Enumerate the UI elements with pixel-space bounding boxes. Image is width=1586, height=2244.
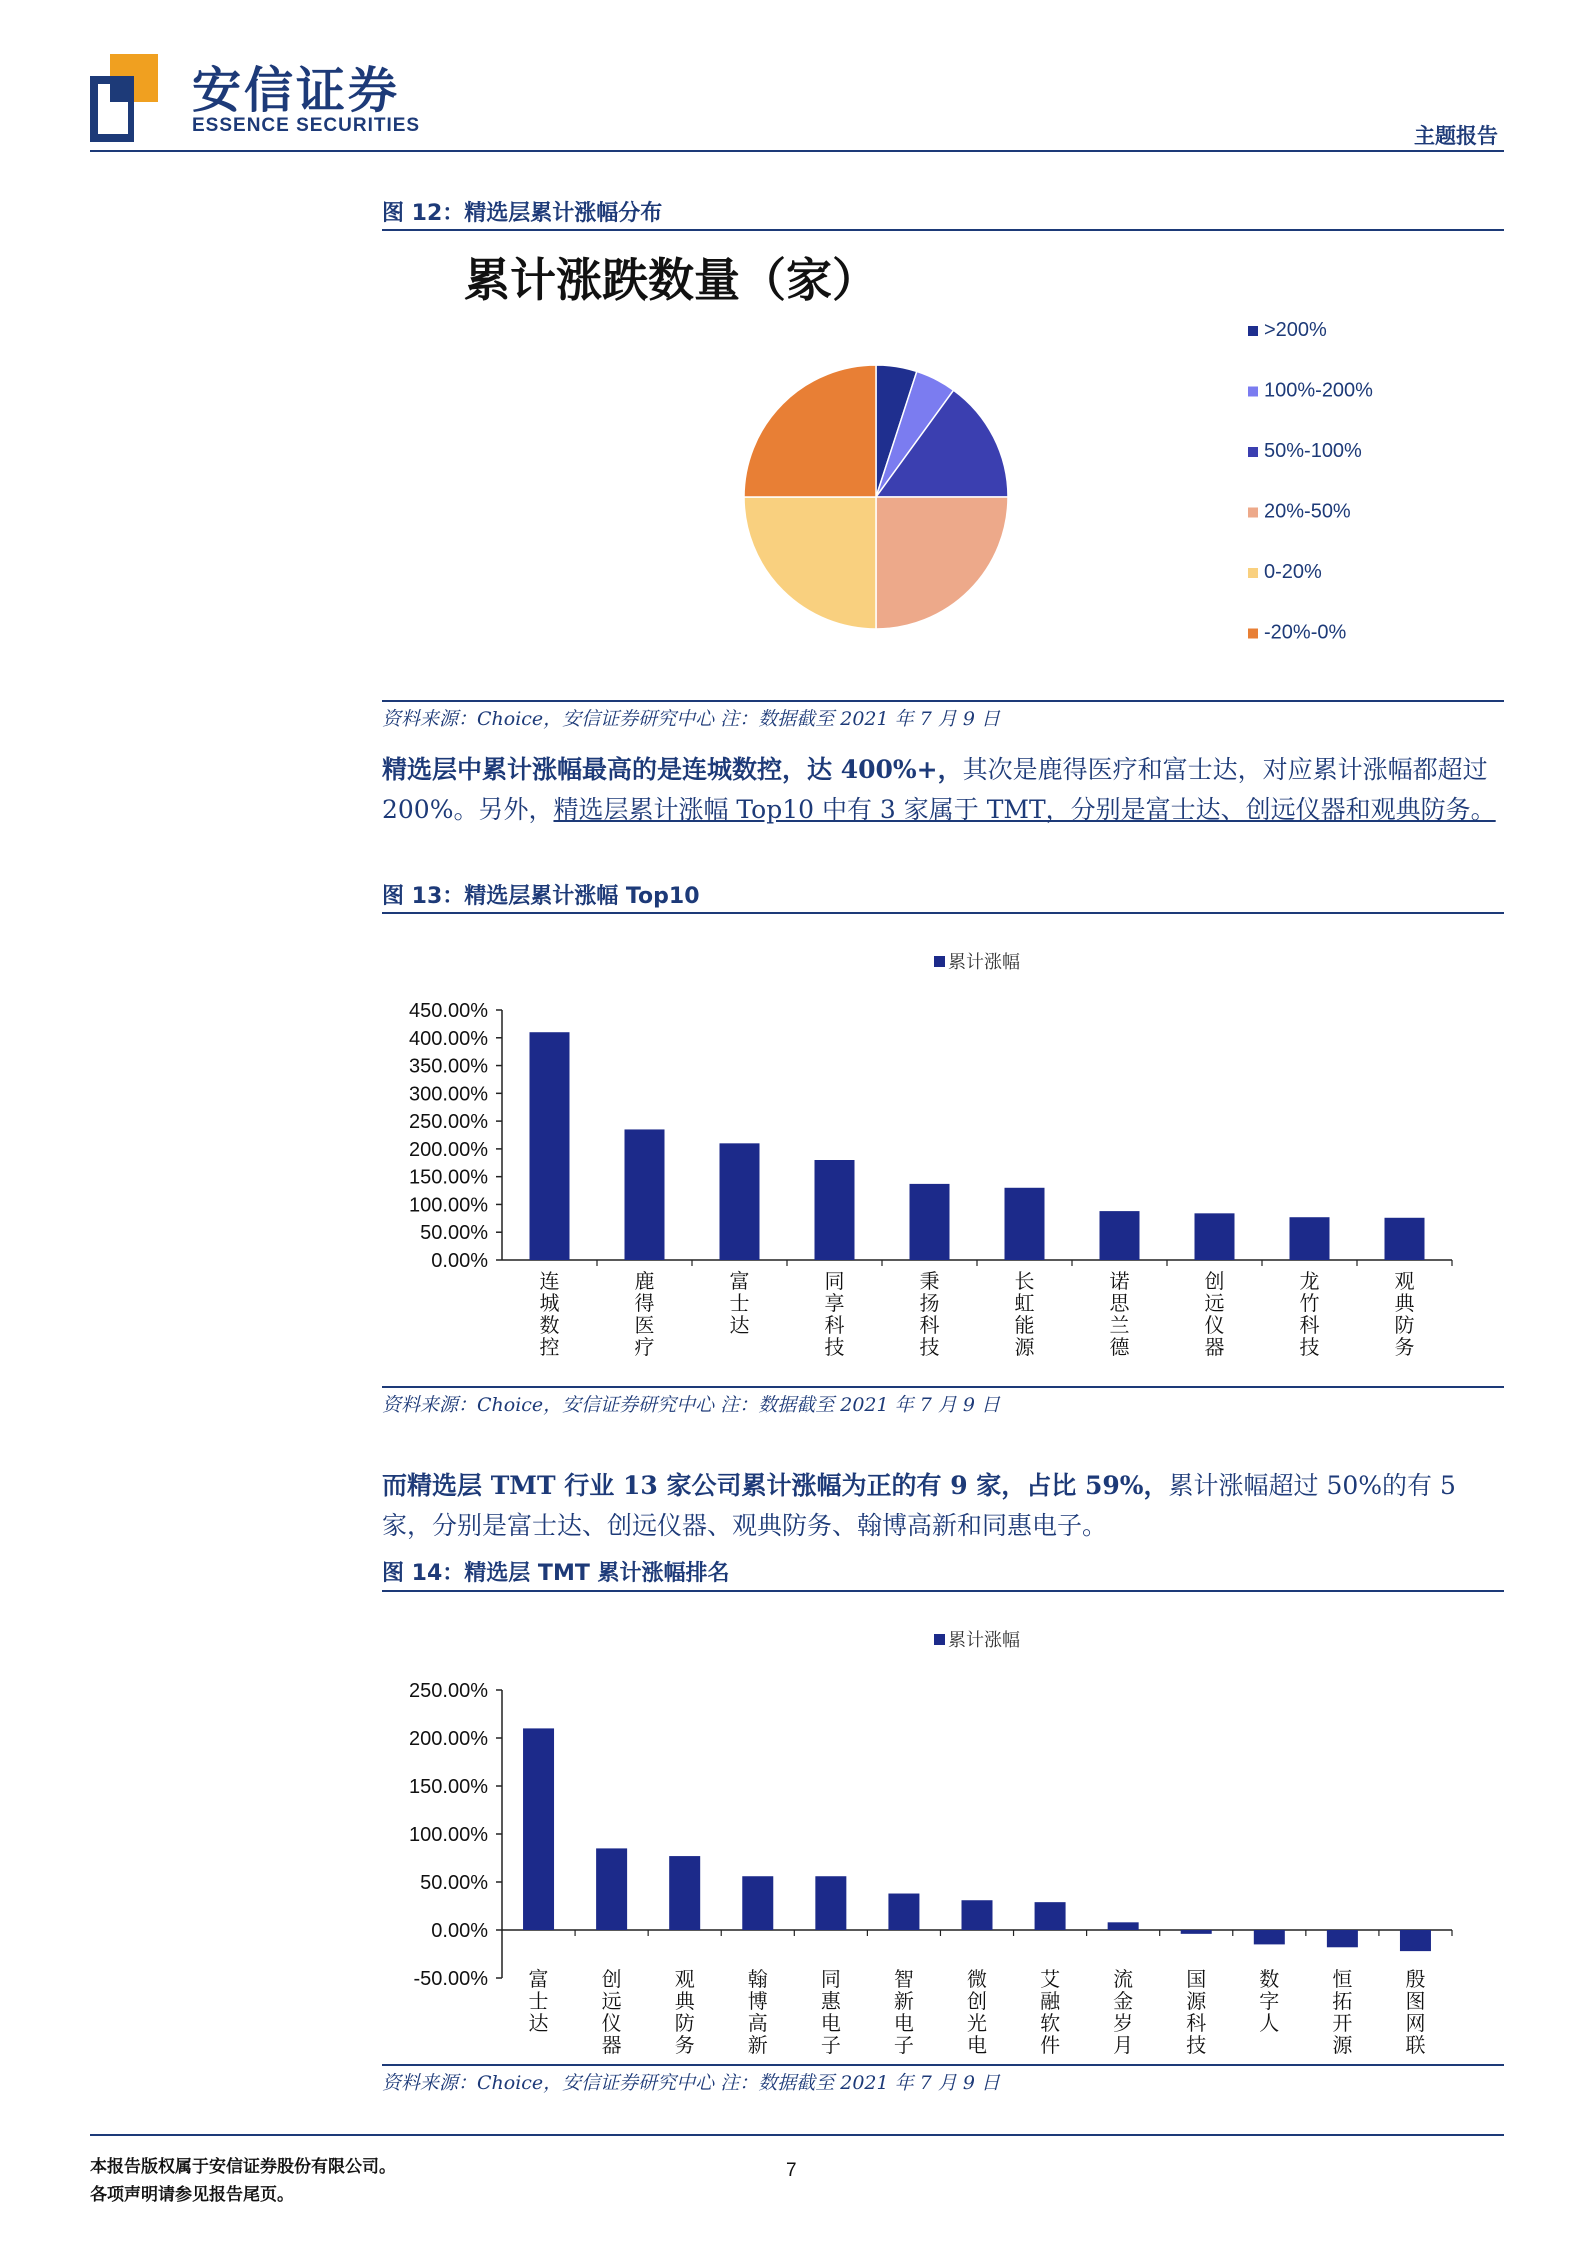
figure-12-source: 资料来源：Choice，安信证券研究中心 注：数据截至 2021 年 7 月 9 日: [382, 708, 1000, 730]
y-tick-label: 0.00%: [431, 1920, 488, 1942]
x-category-label-1: 创远仪器: [601, 1967, 622, 2057]
y-tick-label: 150.00%: [409, 1776, 488, 1798]
pie-legend-label-5: -20%-0%: [1264, 621, 1347, 644]
x-category-label-2: 观典防务: [674, 1967, 695, 2057]
figure-14-top-rule: [382, 1590, 1504, 1592]
x-category-label-0: 连城数控: [539, 1269, 560, 1359]
figure-14-caption: 图 14：精选层 TMT 累计涨幅排名: [382, 1561, 730, 1586]
bar-8: [1290, 1217, 1330, 1260]
pie-slices: [744, 365, 1008, 629]
paragraph-tmt-text: 累计涨幅超过 50%的有 5 家，分别是富士达、创远仪器、观典防务、翰博高新和同惠电子。: [382, 1471, 1456, 1540]
y-tick-label: 200.00%: [409, 1138, 488, 1161]
pie-legend-swatch-5: [1248, 629, 1258, 639]
top10-bar-chart: [382, 916, 1504, 1386]
bar-6: [962, 1900, 993, 1930]
bar-3: [815, 1160, 855, 1260]
x-category-label-12: 殷图网联: [1405, 1967, 1426, 2057]
bar-11: [1327, 1930, 1358, 1947]
figure-12-top-rule: [382, 229, 1504, 231]
x-category-label-3: 翰博高新: [747, 1967, 768, 2057]
bar-4: [815, 1876, 846, 1930]
pie-legend-label-3: 20%-50%: [1264, 500, 1351, 523]
bar-1: [596, 1848, 627, 1930]
page-number: 7: [786, 2160, 797, 2181]
bar-legend-swatch: [934, 956, 945, 967]
footer-copyright: 本报告版权属于安信证券股份有限公司。: [90, 2157, 396, 2177]
footer-divider: [90, 2134, 1504, 2136]
x-category-label-9: 国源科技: [1186, 1967, 1207, 2057]
bar-legend-label: 累计涨幅: [948, 1630, 1020, 1651]
header-divider: [90, 150, 1504, 152]
x-category-label-5: 智新电子: [893, 1967, 914, 2057]
report-type: 主题报告: [1414, 123, 1498, 148]
paragraph-top10-underlined: 精选层累计涨幅 Top10 中有 3 家属于 TMT，分别是富士达、创远仪器和观典防务。: [553, 795, 1496, 824]
x-category-label-2: 富士达: [729, 1269, 750, 1337]
figure-12-bottom-rule: [382, 700, 1504, 702]
pie-legend-swatch-1: [1248, 387, 1258, 397]
x-category-label-8: 龙竹科技: [1299, 1269, 1320, 1359]
brand-name-cn: 安信证券: [192, 62, 401, 119]
y-tick-label: 150.00%: [409, 1166, 488, 1189]
y-tick-label: 0.00%: [431, 1250, 488, 1272]
figure-13-source: 资料来源：Choice，安信证券研究中心 注：数据截至 2021 年 7 月 9 日: [382, 1394, 1000, 1416]
bar-10: [1254, 1930, 1285, 1944]
paragraph-top10: [382, 750, 1504, 830]
figure-14-bottom-rule: [382, 2064, 1504, 2066]
x-category-label-4: 同惠电子: [820, 1967, 841, 2057]
bar-9: [1181, 1930, 1212, 1934]
bar-2: [720, 1143, 760, 1260]
pie-chart: [382, 232, 1504, 700]
pie-legend: [1248, 319, 1373, 644]
y-tick-label: 350.00%: [409, 1055, 488, 1078]
pie-legend-swatch-0: [1248, 326, 1258, 336]
pie-slice-5: [744, 365, 876, 497]
x-category-label-11: 恒拓开源: [1332, 1967, 1353, 2057]
bar-0: [530, 1032, 570, 1260]
figure-12-caption: 图 12：精选层累计涨幅分布: [382, 201, 663, 226]
bar-4: [910, 1184, 950, 1260]
figure-13-caption: 图 13：精选层累计涨幅 Top10: [382, 884, 700, 909]
bar-legend-swatch: [934, 1634, 945, 1645]
bar-9: [1385, 1218, 1425, 1260]
bar-3: [742, 1876, 773, 1930]
paragraph-tmt: [382, 1466, 1504, 1546]
y-tick-label: 400.00%: [409, 1027, 488, 1050]
pie-slice-3: [876, 497, 1008, 629]
tmt-bar-chart: [382, 1594, 1504, 2064]
x-category-label-0: 富士达: [528, 1967, 549, 2035]
bar-7: [1195, 1213, 1235, 1260]
bar-8: [1108, 1922, 1139, 1930]
bar-5: [1005, 1188, 1045, 1260]
y-tick-label: 450.00%: [409, 1000, 488, 1022]
bar-1: [625, 1129, 665, 1260]
pie-legend-label-4: 0-20%: [1264, 561, 1322, 583]
pie-legend-label-2: 50%-100%: [1264, 440, 1362, 462]
pie-chart-title: 累计涨跌数量（家）: [464, 253, 878, 307]
figure-13-bottom-rule: [382, 1386, 1504, 1388]
x-category-label-6: 微创光电: [967, 1967, 987, 2057]
pie-legend-label-0: >200%: [1264, 319, 1327, 341]
x-category-label-10: 数字人: [1259, 1967, 1280, 2035]
figure-13-top-rule: [382, 912, 1504, 914]
y-tick-label: 50.00%: [420, 1872, 488, 1894]
figure-14-source: 资料来源：Choice，安信证券研究中心 注：数据截至 2021 年 7 月 9 日: [382, 2072, 1000, 2094]
x-category-label-4: 秉扬科技: [919, 1269, 940, 1359]
pie-legend-swatch-3: [1248, 508, 1258, 518]
brand-name-en: ESSENCE SECURITIES: [192, 115, 421, 136]
footer-disclaimer: 各项声明请参见报告尾页。: [90, 2185, 294, 2205]
x-category-label-7: 创远仪器: [1204, 1269, 1225, 1359]
y-tick-label: 300.00%: [409, 1083, 488, 1106]
paragraph-top10-bold: 精选层中累计涨幅最高的是连城数控，达 400%+，: [382, 755, 963, 784]
pie-legend-swatch-2: [1248, 447, 1258, 457]
bar-legend-label: 累计涨幅: [948, 952, 1020, 973]
y-tick-label: 250.00%: [409, 1680, 488, 1702]
x-category-label-9: 观典防务: [1394, 1269, 1415, 1359]
x-category-label-7: 艾融软件: [1040, 1967, 1061, 2057]
pie-slice-4: [744, 497, 876, 629]
y-tick-label: 100.00%: [409, 1824, 488, 1846]
x-category-label-1: 鹿得医疗: [634, 1269, 655, 1359]
pie-legend-label-1: 100%-200%: [1264, 379, 1373, 402]
y-tick-label: -50.00%: [413, 1968, 488, 1990]
y-tick-label: 200.00%: [409, 1728, 488, 1750]
x-category-label-3: 同享科技: [824, 1269, 845, 1359]
x-category-label-5: 长虹能源: [1014, 1269, 1035, 1359]
paragraph-tmt-bold: 而精选层 TMT 行业 13 家公司累计涨幅为正的有 9 家，占比 59%，: [382, 1471, 1169, 1500]
x-category-label-8: 流金岁月: [1113, 1967, 1134, 2057]
bar-7: [1035, 1902, 1066, 1930]
x-category-label-6: 诺思兰德: [1109, 1269, 1130, 1359]
brand-logo-icon: [90, 54, 158, 142]
y-tick-label: 100.00%: [409, 1194, 488, 1217]
pie-legend-swatch-4: [1248, 568, 1258, 578]
bar-0: [523, 1728, 554, 1930]
bar-2: [669, 1856, 700, 1930]
paragraph-top10-text: 其次是鹿得医疗和富士达，对应累计涨幅都超过 200%。另外，: [382, 755, 1488, 824]
bar-6: [1100, 1211, 1140, 1260]
bar-12: [1400, 1930, 1431, 1951]
y-tick-label: 50.00%: [420, 1222, 488, 1245]
y-tick-label: 250.00%: [409, 1111, 488, 1134]
bar-5: [888, 1894, 919, 1930]
